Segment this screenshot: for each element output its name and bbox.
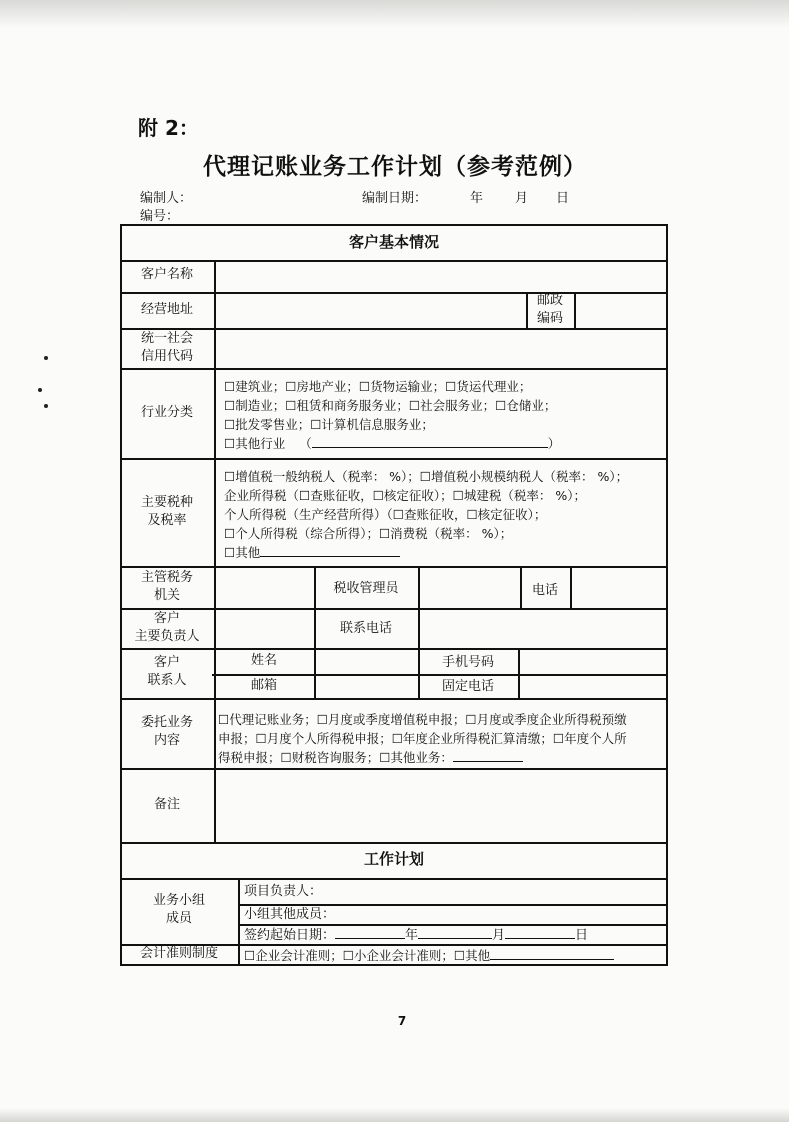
entrusted-options-text: 得税申报；☐财税咨询服务；☐其他业务： [218, 750, 453, 765]
row-rule [120, 368, 668, 370]
project-leader-label: 项目负责人： [244, 884, 323, 899]
page-number: 7 [397, 1014, 407, 1028]
col-rule [574, 292, 576, 328]
label-postal-1: 邮政 [536, 293, 563, 308]
row-rule [120, 842, 668, 844]
entrusted-other-blank[interactable] [453, 749, 523, 762]
accounting-other-blank[interactable] [490, 947, 614, 960]
industry-other-option[interactable] [224, 434, 560, 453]
label-entrusted-2: 内容 [153, 733, 180, 748]
label-principal-1: 客户 [153, 611, 180, 626]
row-rule [120, 768, 668, 770]
contract-year-label: 年 [405, 928, 419, 943]
label-address: 经营地址 [140, 302, 193, 317]
label-entrusted-1: 委托业务 [140, 715, 193, 730]
number-label: 编号： [140, 209, 180, 224]
label-contact-1: 客户 [153, 655, 180, 670]
table-border-top [120, 224, 668, 226]
label-authority-1: 主管税务 [140, 570, 193, 585]
plan-form-table [120, 224, 668, 966]
entrusted-options-line-1[interactable]: ☐代理记账业务；☐月度或季度增值税申报；☐月度或季度企业所得税预缴 [218, 712, 627, 727]
row-rule [120, 292, 668, 294]
label-principal-2: 主要负责人 [134, 629, 200, 644]
label-team-2: 成员 [165, 911, 192, 926]
scan-speck [44, 404, 48, 408]
label-contact-phone: 联系电话 [339, 621, 392, 636]
date-year-label: 年 [470, 191, 484, 206]
label-tax-2: 及税率 [147, 513, 187, 528]
date-label: 编制日期： [362, 191, 428, 206]
section-work-plan: 工作计划 [363, 850, 424, 868]
label-accounting-standard: 会计准则制度 [139, 946, 218, 961]
industry-other-open: （ [299, 436, 312, 451]
label-tax-1: 主要税种 [140, 495, 193, 510]
col-rule [518, 648, 520, 698]
contract-start-label: 签约起始日期： [244, 928, 336, 943]
col-rule [238, 878, 240, 964]
scan-shadow-bottom [0, 1108, 789, 1122]
scan-speck [44, 356, 48, 360]
row-rule [120, 878, 668, 880]
contract-start-row [244, 926, 588, 945]
label-mobile: 手机号码 [441, 655, 494, 670]
industry-other-close: ） [547, 436, 561, 451]
contract-year-blank[interactable] [335, 926, 405, 939]
scan-speck [38, 388, 42, 392]
label-tax-officer: 税收管理员 [333, 581, 399, 596]
tax-options-line-4[interactable]: ☐个人所得税（综合所得）；☐消费税（税率： %）； [224, 526, 513, 541]
label-client-name: 客户名称 [140, 267, 193, 282]
label-phone: 电话 [531, 583, 558, 598]
date-month-label: 月 [515, 191, 529, 206]
contract-month-blank[interactable] [418, 926, 492, 939]
team-members-label: 小组其他成员： [244, 907, 336, 922]
label-contact-name: 姓名 [250, 653, 277, 668]
row-rule [120, 698, 668, 700]
tax-options-line-2[interactable]: 企业所得税（☐查账征收，☐核定征收）；☐城建税（税率： %）； [224, 488, 586, 503]
industry-options-line-2[interactable]: ☐制造业；☐租赁和商务服务业；☐社会服务业；☐仓储业； [224, 398, 557, 413]
entrusted-options-line-2[interactable]: 申报；☐月度个人所得税申报；☐年度企业所得税汇算清缴；☐年度个人所 [218, 731, 627, 746]
tax-other-blank[interactable] [260, 544, 400, 557]
label-landline: 固定电话 [441, 679, 494, 694]
label-credit-code-2: 信用代码 [140, 349, 193, 364]
row-rule [212, 674, 668, 676]
industry-options-line-3[interactable]: ☐批发零售业；☐计算机信息服务业； [224, 417, 434, 432]
label-credit-code-1: 统一社会 [140, 331, 193, 346]
label-column-rule [214, 260, 216, 842]
accounting-standard-options[interactable] [244, 946, 614, 965]
label-authority-2: 机关 [153, 588, 180, 603]
scan-shadow-top [0, 0, 789, 28]
industry-other-label: ☐其他行业 [224, 436, 286, 451]
tax-other-label: ☐其他 [224, 545, 261, 560]
label-contact-2: 联系人 [147, 673, 187, 688]
contract-day-blank[interactable] [505, 926, 575, 939]
date-day-label: 日 [556, 191, 570, 206]
preparer-label: 编制人： [140, 191, 193, 206]
row-rule [120, 566, 668, 568]
annex-label: 附 2： [138, 116, 199, 140]
tax-other-option[interactable] [224, 543, 400, 562]
accounting-standard-text: ☐企业会计准则；☐小企业会计准则；☐其他 [244, 948, 491, 963]
industry-options-line-1[interactable]: ☐建筑业；☐房地产业；☐货物运输业；☐货运代理业； [224, 379, 532, 394]
section-client-info: 客户基本情况 [348, 233, 439, 251]
row-rule [120, 648, 668, 650]
label-industry: 行业分类 [140, 405, 193, 420]
label-remarks: 备注 [153, 797, 180, 812]
tax-options-line-1[interactable]: ☐增值税一般纳税人（税率： %）；☐增值税小规模纳税人（税率： %）； [224, 469, 629, 484]
col-rule [570, 566, 572, 608]
document-title: 代理记账业务工作计划（参考范例） [203, 154, 587, 180]
label-postal-2: 编码 [536, 311, 563, 326]
contract-day-label: 日 [575, 928, 589, 943]
contract-month-label: 月 [492, 928, 506, 943]
label-team-1: 业务小组 [152, 893, 205, 908]
tax-options-line-3[interactable]: 个人所得税（生产经营所得）（☐查账征收，☐核定征收）； [224, 507, 547, 522]
row-rule [120, 458, 668, 460]
row-rule [120, 260, 668, 262]
label-email: 邮箱 [250, 678, 277, 693]
entrusted-options-line-3[interactable] [218, 748, 523, 767]
industry-other-blank[interactable] [312, 435, 548, 448]
